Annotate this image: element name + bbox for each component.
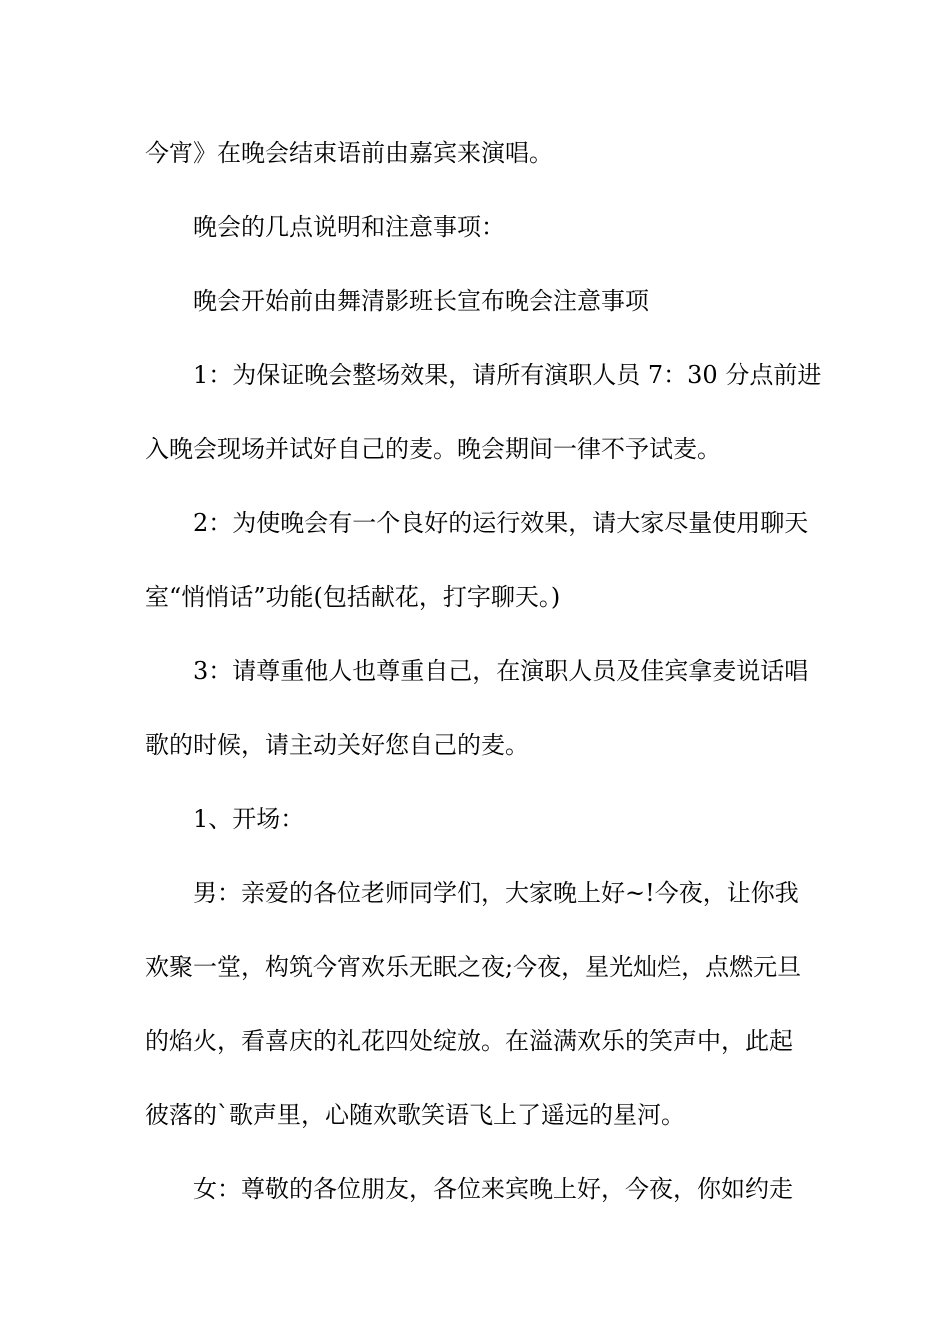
text-line: 今宵》在晚会结束语前由嘉宾来演唱。 xyxy=(145,139,553,167)
text-line: 1：为保证晚会整场效果，请所有演职人员 7：30 分点前进 xyxy=(193,361,822,389)
text-line: 晚会开始前由舞清影班长宣布晚会注意事项 xyxy=(193,287,649,315)
text-line: 的焰火，看喜庆的礼花四处绽放。在溢满欢乐的笑声中，此起 xyxy=(145,1027,793,1055)
document-body xyxy=(145,123,822,1233)
text-line: 1、开场： xyxy=(193,805,305,833)
text-line: 室“悄悄话”功能(包括献花，打字聊天。) xyxy=(145,583,561,611)
text-line: 彼落的`歌声里，心随欢歌笑语飞上了遥远的星河。 xyxy=(145,1101,685,1129)
text-line: 女：尊敬的各位朋友，各位来宾晚上好，今夜，你如约走 xyxy=(193,1175,793,1203)
text-line: 晚会的几点说明和注意事项： xyxy=(193,213,505,241)
text-line: 男：亲爱的各位老师同学们，大家晚上好~!今夜，让你我 xyxy=(193,879,799,907)
text-line: 3：请尊重他人也尊重自己，在演职人员及佳宾拿麦说话唱 xyxy=(193,657,809,685)
text-line: 入晚会现场并试好自己的麦。晚会期间一律不予试麦。 xyxy=(145,435,721,463)
text-line: 歌的时候，请主动关好您自己的麦。 xyxy=(145,731,529,759)
text-line: 2：为使晚会有一个良好的运行效果，请大家尽量使用聊天 xyxy=(193,509,809,537)
text-line: 欢聚一堂，构筑今宵欢乐无眠之夜;今夜，星光灿烂，点燃元旦 xyxy=(145,953,802,981)
